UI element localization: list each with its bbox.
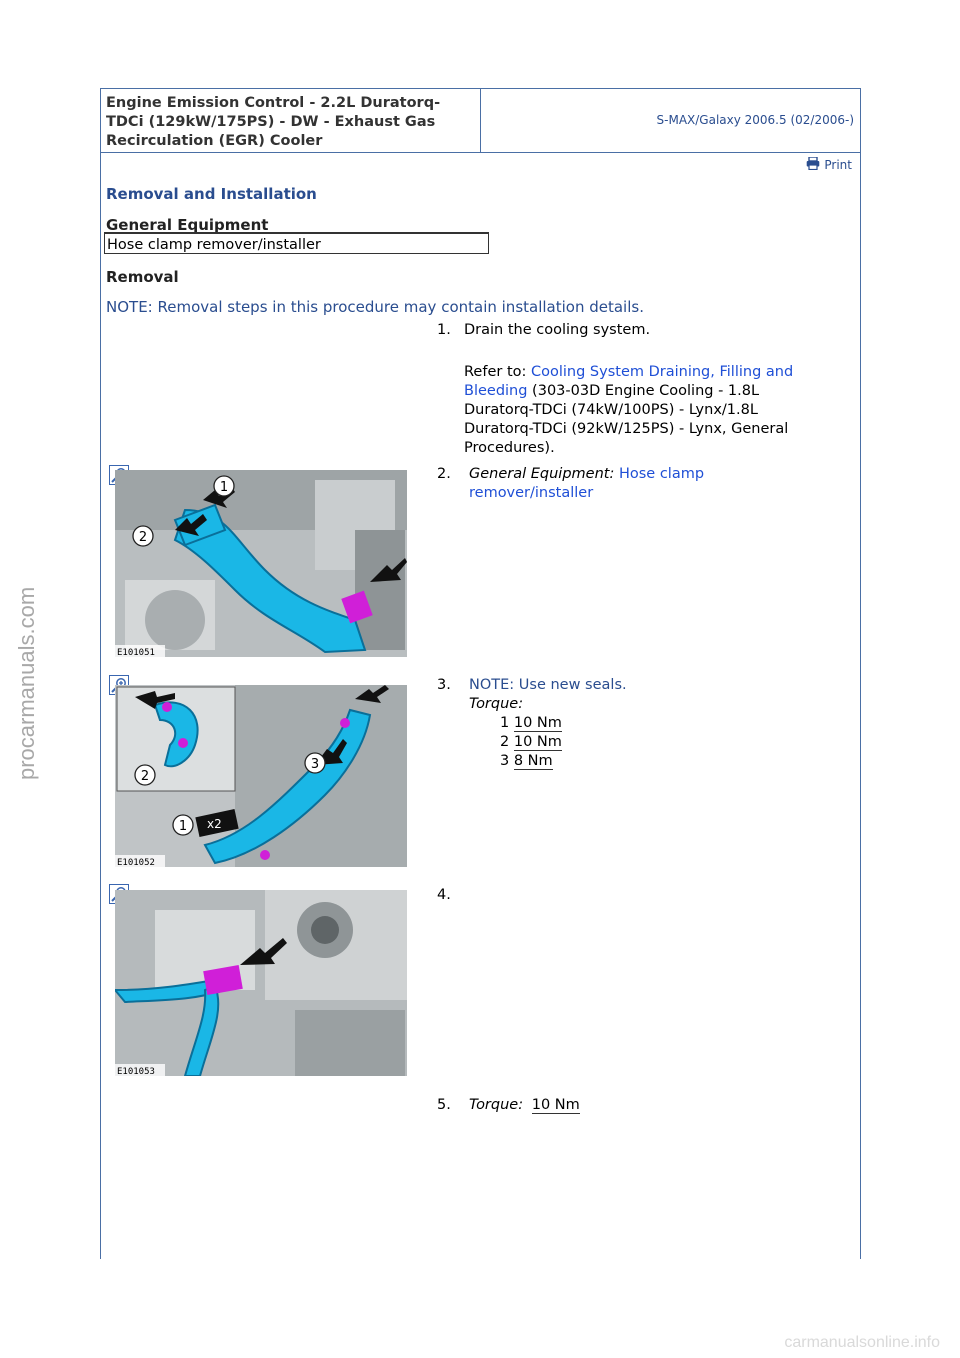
torque-row [469, 752, 839, 771]
illustration-step-2 [115, 470, 407, 657]
torque-index: 1 [500, 715, 510, 731]
callout-3: 3 [310, 757, 320, 772]
equipment-table [104, 232, 489, 254]
torque-label: Torque: [469, 696, 524, 712]
torque-row [469, 733, 839, 752]
callout-1: 1 [219, 480, 229, 495]
illustration-step-4 [115, 890, 407, 1076]
print-label: Print [824, 158, 852, 172]
page-frame [100, 88, 861, 1259]
title-line: Recirculation (EGR) Cooler [106, 133, 323, 149]
refer-link[interactable]: Cooling System Draining, Filling and [531, 364, 794, 380]
image-code: E101053 [117, 1067, 155, 1076]
step-text: Drain the cooling system. [464, 322, 651, 338]
title-line: TDCi (129kW/175PS) - DW - Exhaust Gas [106, 114, 436, 130]
document-title [106, 94, 476, 151]
refer-link-cont[interactable]: Bleeding [464, 383, 528, 399]
callout-1: 1 [178, 819, 188, 834]
torque-index: 3 [500, 753, 510, 769]
print-button[interactable] [806, 157, 852, 172]
step-number: 3. [437, 677, 451, 693]
image-code: E101051 [117, 648, 155, 657]
callout-2: 2 [140, 769, 150, 784]
torque-value: 10 Nm [531, 1097, 580, 1113]
section-title: Removal and Installation [106, 185, 317, 203]
refer-text: (303-03D Engine Cooling - 1.8L [527, 383, 760, 399]
equipment-label: General Equipment: [469, 466, 615, 482]
printer-icon [806, 157, 820, 170]
torque-value: 10 Nm [513, 715, 562, 731]
refer-text: Procedures). [464, 440, 555, 456]
refer-text: Duratorq-TDCi (92kW/125PS) - Lynx, General [464, 421, 789, 437]
refer-prefix: Refer to: [464, 364, 531, 380]
equipment-link[interactable]: Hose clamp [618, 466, 705, 482]
removal-heading: Removal [106, 268, 179, 286]
callout-2: 2 [138, 530, 148, 545]
refer-text: Duratorq-TDCi (74kW/100PS) - Lynx/1.8L [464, 402, 758, 418]
callout-x2: x2 [207, 817, 222, 831]
equipment-item: Hose clamp remover/installer [107, 237, 321, 253]
torque-value: 10 Nm [513, 734, 562, 750]
torque-row [469, 714, 839, 733]
torque-value: 8 Nm [513, 753, 553, 769]
step-number: 5. [437, 1097, 451, 1113]
torque-index: 2 [500, 734, 510, 750]
side-watermark-text: procarmanuals.com [14, 586, 39, 780]
header-divider [480, 89, 481, 152]
step-note: NOTE: Use new seals. [469, 677, 627, 693]
side-watermark [4, 560, 44, 780]
title-line: Engine Emission Control - 2.2L Duratorq- [106, 95, 441, 111]
removal-note: NOTE: Removal steps in this procedure may contain installation details. [106, 298, 644, 316]
vehicle-model: S-MAX/Galaxy 2006.5 (02/2006-) [656, 113, 854, 127]
footer-watermark: carmanualsonline.info [784, 1334, 940, 1351]
illustration-step-3 [115, 685, 407, 867]
document-header [101, 89, 860, 153]
step-number: 1. [437, 322, 451, 338]
step-number: 2. [437, 466, 451, 482]
image-code: E101052 [117, 858, 155, 867]
general-equipment-heading: General Equipment [106, 216, 269, 234]
equipment-link-cont[interactable]: remover/installer [469, 485, 594, 501]
torque-label: Torque: [469, 1097, 524, 1113]
step-number: 4. [437, 887, 451, 903]
